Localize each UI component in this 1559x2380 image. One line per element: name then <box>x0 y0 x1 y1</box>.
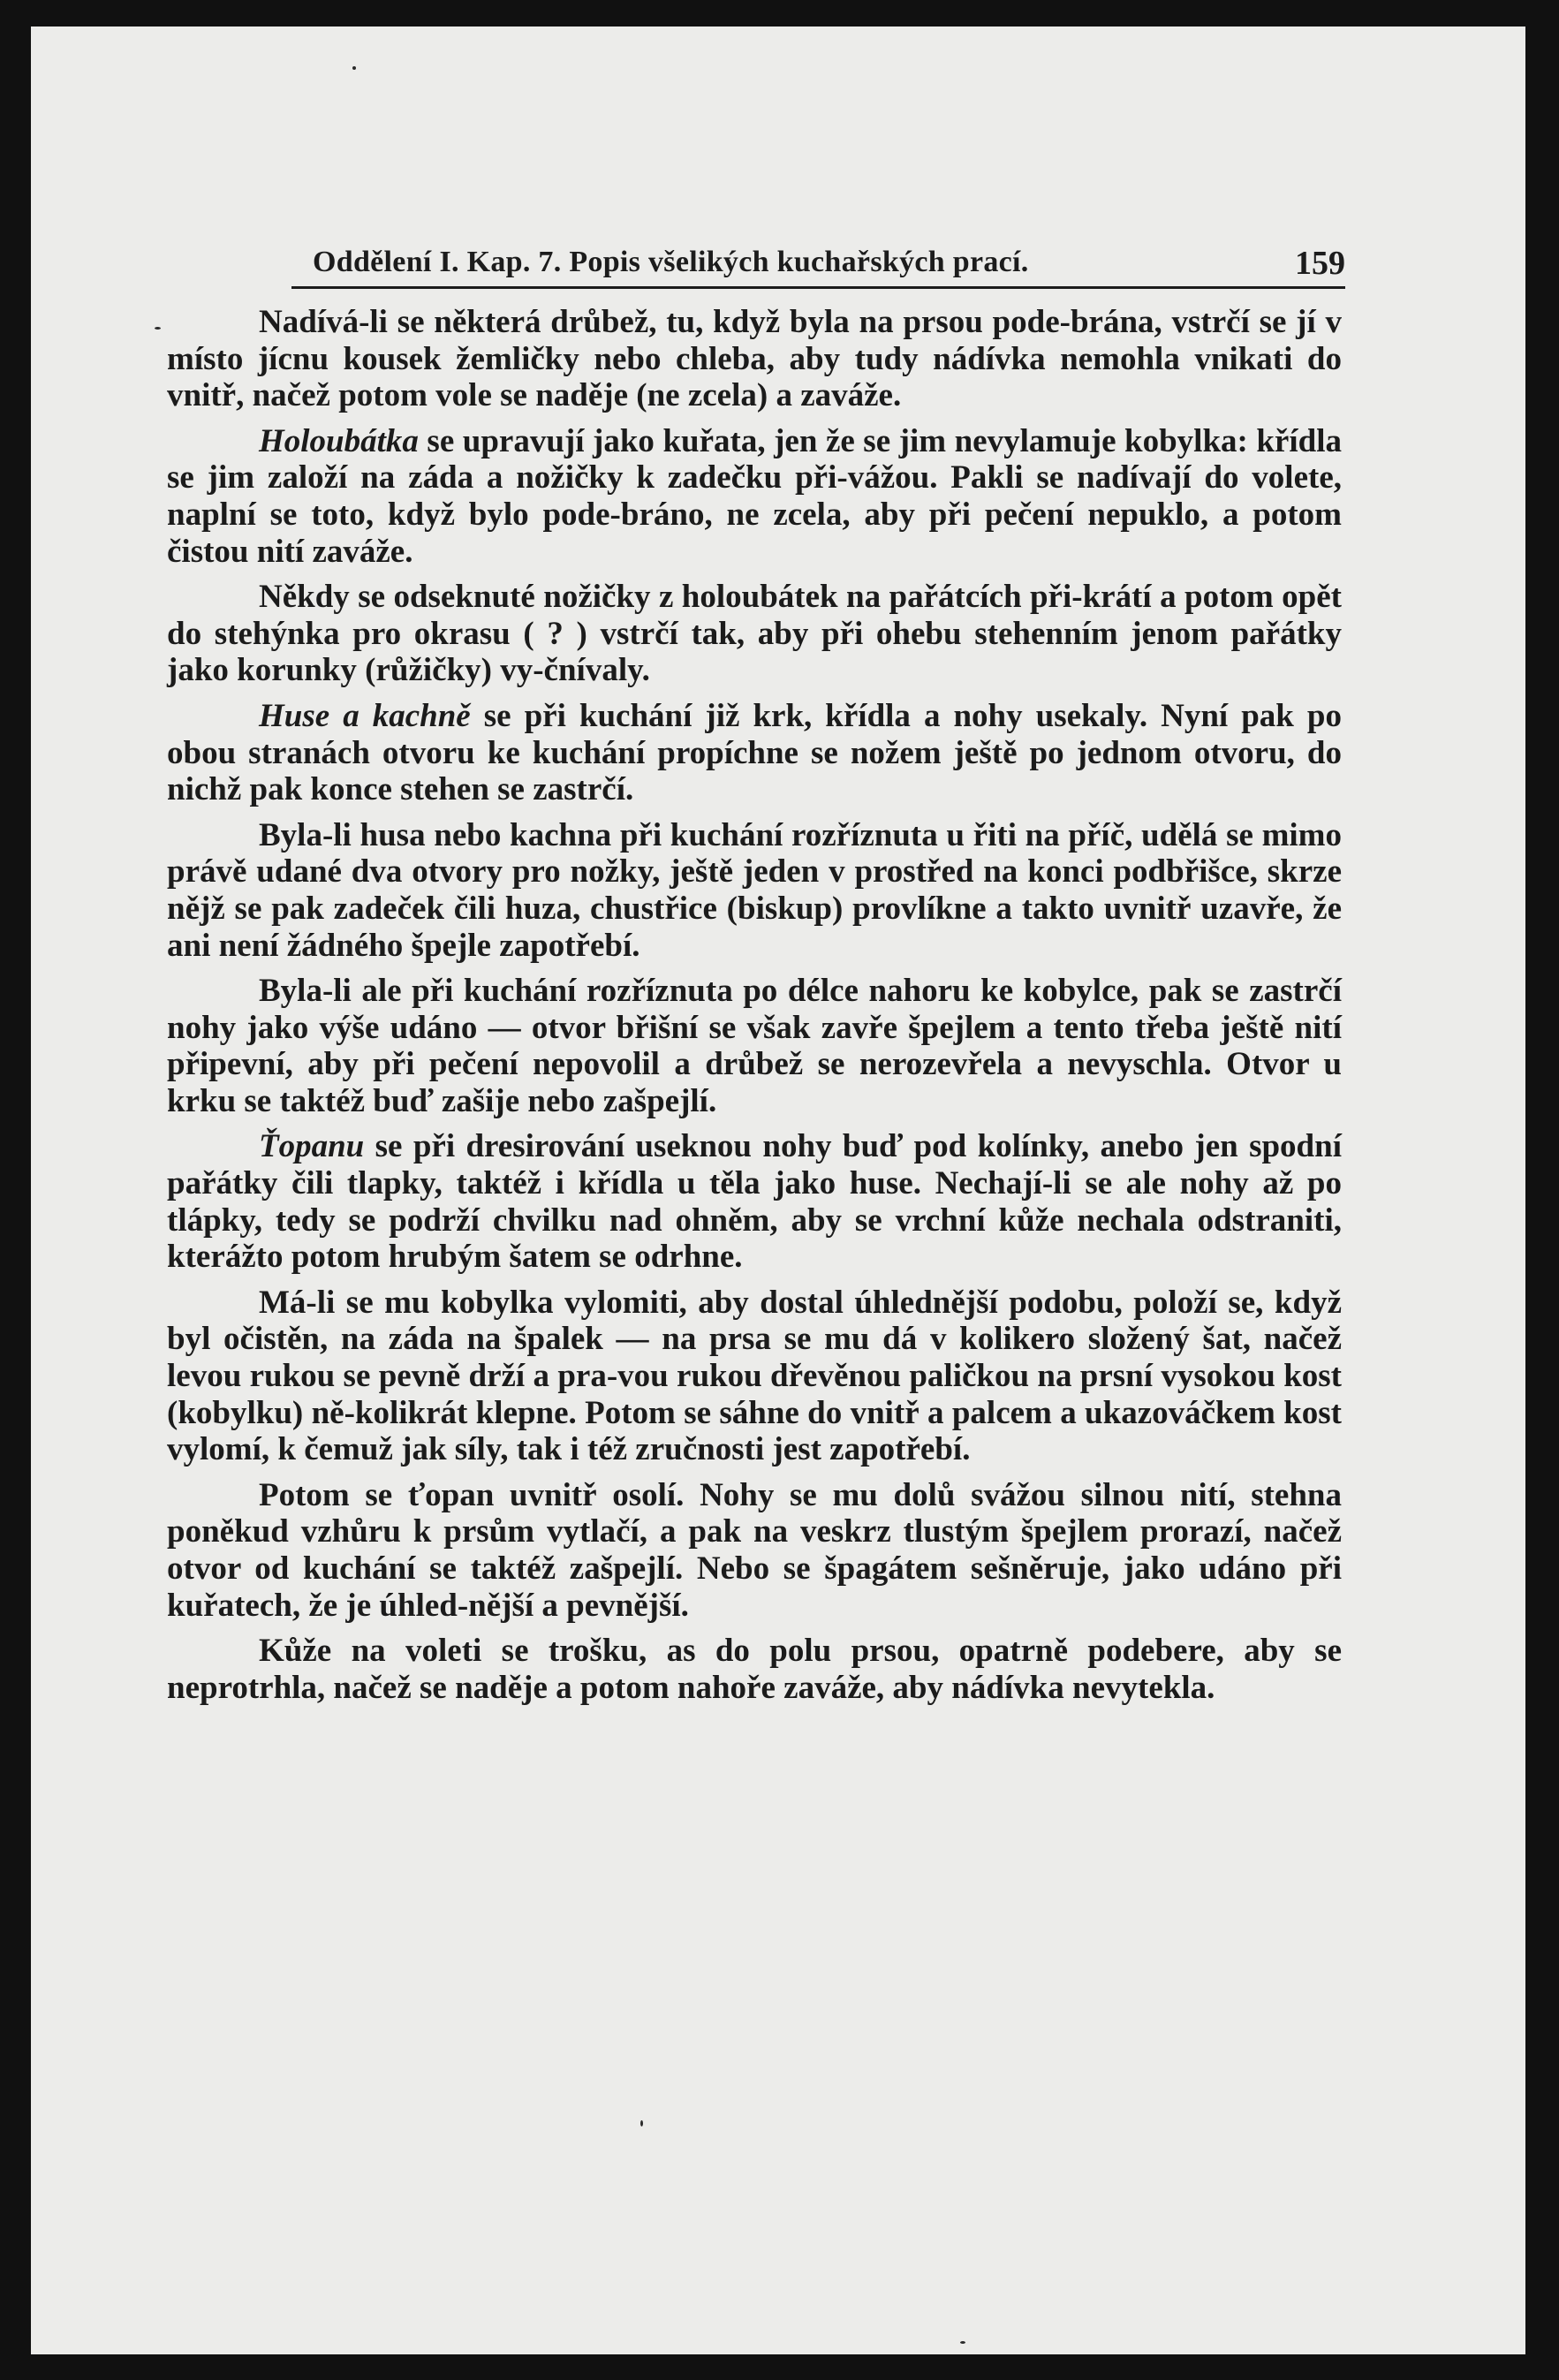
paragraph-text: Někdy se odseknuté nožičky z holoubátek na pařátcích při-krátí a potom opět do stehýnka pro okrasu ( ? ) vstrčí tak, aby při ohebu stehenním jenom pařátky jako korunky (růžičky) vy-čnívaly. <box>167 579 1342 689</box>
paragraph-trussing <box>167 1477 1342 1624</box>
paragraph-crop-skin <box>167 1633 1342 1706</box>
paragraph-text: Nadívá-li se některá drůbež, tu, když byla na prsou pode-brána, vstrčí se jí v místo jícnu kousek žemličky nebo chleba, aby tudy nádívka nemohla vnikati do vnitř, načež potom vole se naděje (ne zcela) a zaváže. <box>167 304 1342 414</box>
paragraph-text: Má-li se mu kobylka vylomiti, aby dostal úhlednější podobu, položí se, když byl očistěn, na záda na špalek — na prsa se mu dá v kolikero složený šat, načež levou rukou se pevně drží a pra-vou rukou dřevěnou paličkou na prsní vysokou kost (kobylku) ně-kolikrát klepne. Potom se sáhne do vnitř a palcem a ukazováčkem kost vylomí, k čemuž jak síly, tak i též zručnosti jest zapotřebí. <box>167 1284 1342 1468</box>
paragraph-text: Byla-li ale při kuchání rozříznuta po délce nahoru ke kobylce, pak se zastrčí nohy jako výše udáno — otvor břišní se však zavře špejlem a tento třeba ještě nití připevní, aby při pečení nepovolil a drůbež se nerozevřela a nevyschla. Otvor u krku se taktéž buď zašije nebo zašpejlí. <box>167 973 1342 1119</box>
paragraph-stuffing <box>167 304 1342 414</box>
paragraph-text: Kůže na voleti se trošku, as do polu prsou, opatrně podebere, aby se neprotrhla, načež se naděje a potom nahoře zaváže, aby nádívka nevytekla. <box>167 1633 1342 1706</box>
paragraph-text: se při dresirování useknou nohy buď pod kolínky, anebo jen spodní pařátky čili tlapky, taktéž i křídla u těla jako huse. Nechají-li se ale nohy až po tlápky, tedy se podrží chvilku nad ohněm, aby se vrchní kůže nechala odstraniti, kterážto potom hrubým šatem se odrhne. <box>167 1128 1342 1276</box>
paragraph-turkey <box>167 1128 1342 1275</box>
paragraph-text: Potom se ťopan uvnitř osolí. Nohy se mu dolů svážou silnou nití, stehna poněkud vzhůru k prsům vytlačí, a pak na veskrz tlustým špejlem prorazí, načež otvor od kuchání se taktéž zašpejlí. Nebo se špagátem sešněruje, jako udáno při kuřatech, že je úhled-nější a pevnější. <box>167 1476 1342 1624</box>
paragraph-pigeon-feet <box>167 579 1342 689</box>
scan-speck <box>960 2341 965 2344</box>
paragraph-pigeons <box>167 423 1342 570</box>
body-text <box>167 304 1342 1715</box>
paragraph-lead-term: Holoubátka <box>259 422 419 459</box>
paragraph-cut-across <box>167 817 1342 964</box>
scan-speck <box>155 327 161 330</box>
page-number: 159 <box>1295 245 1345 282</box>
paragraph-breastbone <box>167 1285 1342 1468</box>
paragraph-geese-ducks <box>167 698 1342 808</box>
paragraph-lead-term: Huse a kachně <box>259 697 471 734</box>
paragraph-text: se upravují jako kuřata, jen že se jim nevylamuje kobylka: křídla se jim založí na záda a nožičky k zadečku při-vážou. Pakli se nadívají do volete, naplní se toto, když bylo pode-bráno, ne zcela, aby při pečení nepuklo, a potom čistou nití zaváže. <box>167 422 1342 570</box>
scan-speck <box>640 2120 643 2126</box>
scan-speck <box>352 66 356 70</box>
paragraph-cut-lengthwise <box>167 973 1342 1119</box>
running-head-title: Oddělení I. Kap. 7. Popis všelikých kuchařských prací. <box>313 246 1029 278</box>
book-page <box>31 27 1525 2354</box>
running-head <box>291 244 1345 289</box>
paragraph-text: se při kuchání již krk, křídla a nohy usekaly. Nyní pak po obou stranách otvoru ke kuchání propíchne se nožem ještě po jednom otvoru, do nichž pak konce stehen se zastrčí. <box>167 697 1342 808</box>
paragraph-lead-term: Ťopanu <box>259 1128 365 1165</box>
paragraph-text: Byla-li husa nebo kachna při kuchání rozříznuta u řiti na příč, udělá se mimo právě udané dva otvory pro nožky, ještě jeden v prostřed na konci podbřišce, skrze nějž se pak zadeček čili huza, chustřice (biskup) provlíkne a takto uvnitř uzavře, že ani není žádného špejle zapotřebí. <box>167 816 1342 964</box>
